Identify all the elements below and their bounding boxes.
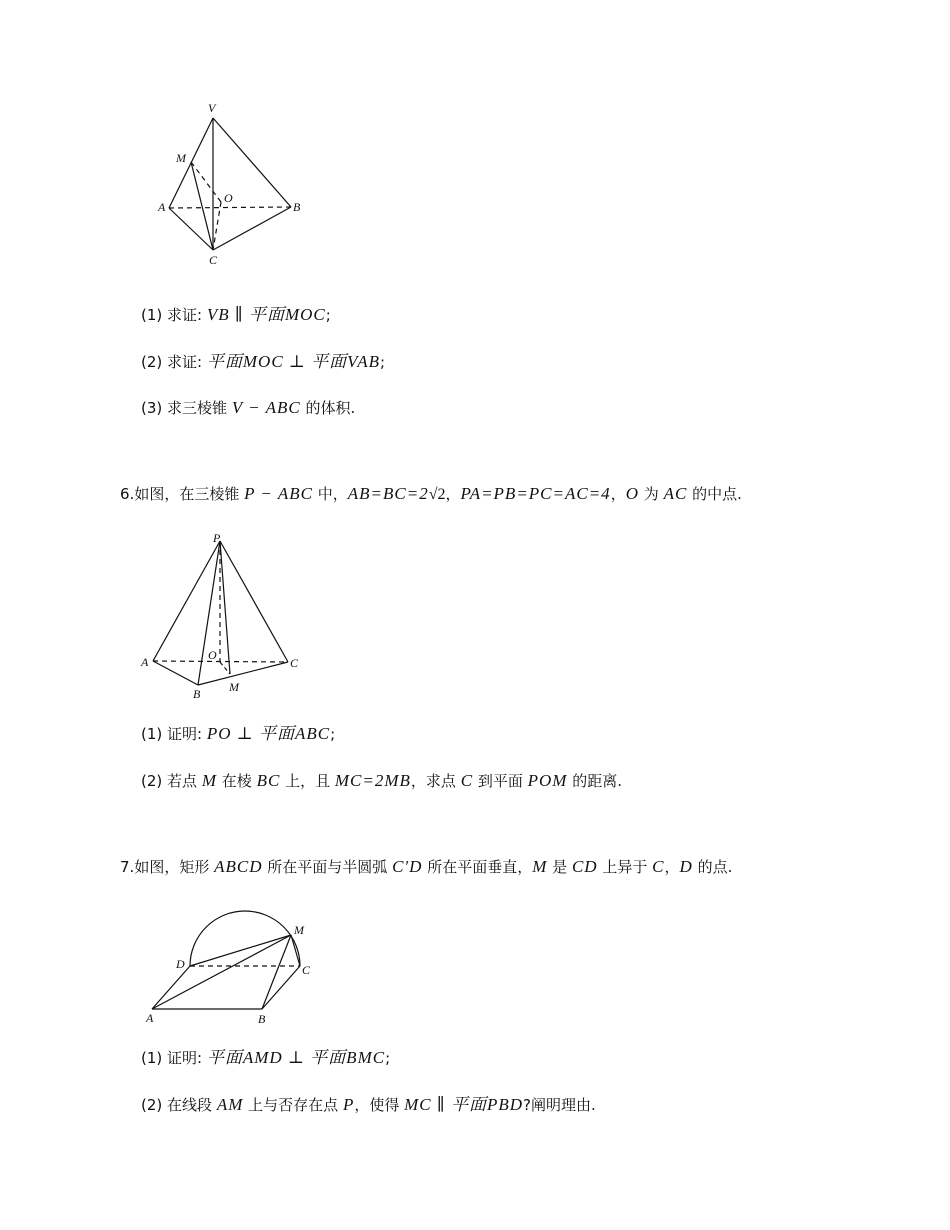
part-verb: 求三棱锥 (167, 399, 228, 417)
stem-math: D (679, 857, 693, 876)
part-end: ; (330, 725, 336, 743)
label-C: C (302, 963, 311, 977)
figure-pyramid-pabc (138, 528, 313, 707)
part-math: PO ⊥ 平面ABC (206, 724, 331, 743)
radical: √2 (428, 486, 446, 503)
part-number: (2) (141, 353, 163, 371)
part-text: 到平面 (477, 772, 523, 790)
stem-math: CD (571, 857, 598, 876)
label-O: O (208, 648, 217, 662)
label-C: C (209, 253, 218, 267)
part-math: VB ∥ 平面MOC (206, 305, 326, 324)
part-number: (2) (141, 1096, 163, 1114)
stem-math: C′D (392, 857, 423, 876)
part-math: 平面MOC ⊥ 平面VAB (206, 352, 381, 371)
part-verb: 求证: (167, 353, 203, 371)
stem-math: AC (663, 484, 688, 503)
stem-math: ABCD (214, 857, 263, 876)
part-math: P (342, 1095, 355, 1114)
figure-pyramid-vabc (150, 98, 320, 277)
label-B: B (293, 200, 301, 214)
part-math: BC (256, 771, 281, 790)
part-text: 在线段 (167, 1096, 213, 1114)
stem-math: AB=BC=2 (347, 484, 429, 503)
stem-text: ， (445, 485, 461, 503)
stem-text: 是 (552, 858, 568, 876)
label-O: O (224, 191, 233, 205)
p5-part-1 (141, 305, 331, 325)
part-math: POM (527, 771, 568, 790)
part-text: ，求点 (410, 772, 456, 790)
part-math: M (201, 771, 217, 790)
part-verb: 求证: (167, 306, 203, 324)
part-text: 的距离. (572, 772, 623, 790)
p5-part-3 (141, 398, 355, 418)
part-math: 平面AMD ⊥ 平面BMC (206, 1048, 386, 1067)
p7-part-2 (141, 1095, 596, 1115)
part-end: ; (325, 306, 331, 324)
part-text: 在棱 (221, 772, 252, 790)
part-text: 上与否存在点 (248, 1096, 339, 1114)
part-end: 的体积. (305, 399, 356, 417)
label-A: A (146, 1011, 154, 1025)
label-M: M (176, 151, 186, 165)
figure-rectangle-semicircle (140, 900, 330, 1034)
p6-stem (120, 484, 742, 505)
stem-text: 中， (317, 485, 348, 503)
label-B: B (258, 1012, 266, 1026)
part-number: (3) (141, 399, 163, 417)
part-math: C (460, 771, 474, 790)
label-V: V (208, 101, 216, 115)
stem-math: O (625, 484, 639, 503)
stem-text: 如图，在三棱锥 (134, 485, 240, 503)
p6-part-1 (141, 724, 335, 744)
stem-math: C (652, 857, 665, 876)
part-number: (2) (141, 772, 163, 790)
part-end: ; (385, 1049, 391, 1067)
p7-stem (120, 857, 732, 877)
part-math: AM (216, 1095, 244, 1114)
part-text: ?阐明理由. (523, 1096, 596, 1114)
stem-math: PA=PB=PC=AC=4 (460, 484, 611, 503)
stem-text: 上异于 (602, 858, 648, 876)
label-B: B (193, 687, 201, 701)
p6-part-2 (141, 771, 622, 791)
label-D: D (176, 957, 185, 971)
problem-number: 6. (120, 485, 135, 503)
stem-text: 的中点. (692, 485, 742, 503)
stem-math: P − ABC (244, 484, 313, 503)
label-C: C (290, 656, 299, 670)
stem-text: ， (610, 485, 626, 503)
part-math: MC ∥ 平面PBD (404, 1095, 524, 1114)
part-math: MC=2MB (334, 771, 411, 790)
p5-part-2 (141, 352, 385, 372)
part-number: (1) (141, 725, 163, 743)
stem-text: 所在平面垂直， (427, 858, 533, 876)
problem-number: 7. (120, 858, 135, 876)
part-number: (1) (141, 306, 163, 324)
stem-text: 如图，矩形 (134, 858, 210, 876)
stem-text: ， (664, 858, 680, 876)
part-text: ，使得 (354, 1096, 400, 1114)
part-text: 上，且 (285, 772, 331, 790)
part-verb: 证明: (167, 725, 203, 743)
part-text: 若点 (167, 772, 198, 790)
part-math: V − ABC (231, 398, 301, 417)
stem-math: M (532, 857, 548, 876)
part-end: ; (380, 353, 386, 371)
p7-part-1 (141, 1048, 390, 1068)
label-A: A (158, 200, 166, 214)
label-A: A (141, 655, 149, 669)
label-M: M (229, 680, 239, 694)
stem-text: 所在平面与半圆弧 (267, 858, 388, 876)
stem-text: 为 (643, 485, 659, 503)
part-number: (1) (141, 1049, 163, 1067)
part-verb: 证明: (167, 1049, 203, 1067)
label-M: M (294, 923, 304, 937)
stem-text: 的点. (697, 858, 733, 876)
label-P: P (213, 531, 221, 545)
